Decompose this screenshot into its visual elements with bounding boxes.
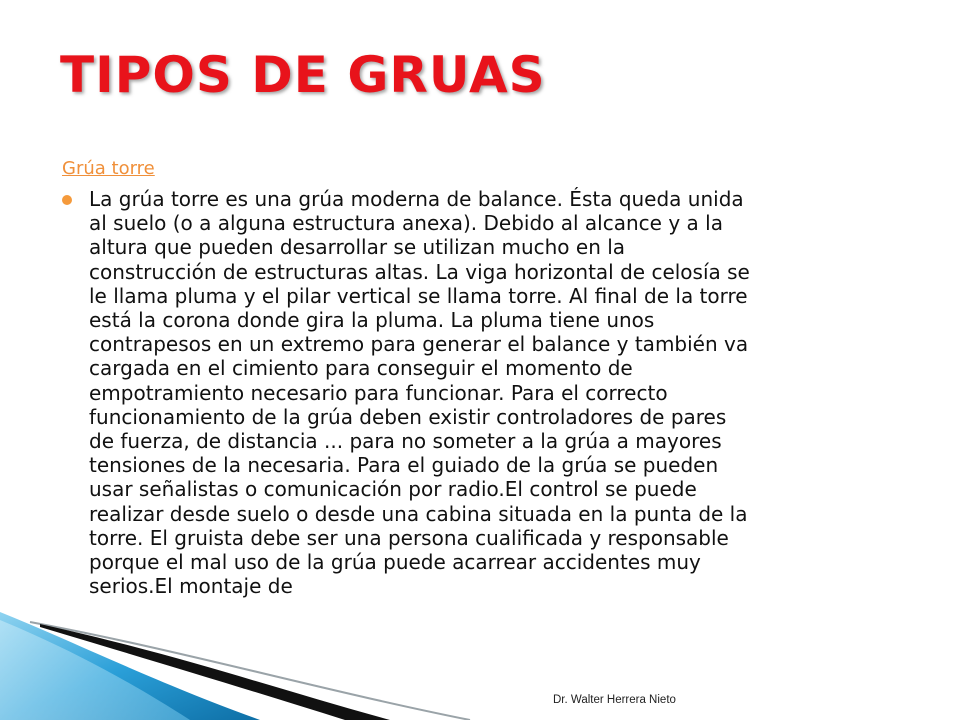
paragraph-line: torre. El gruista debe ser una persona cualificada y responsable	[89, 525, 729, 550]
paragraph-line: La grúa torre es una grúa moderna de balance. Ésta queda unida	[89, 187, 744, 211]
paragraph-line: está la corona donde gira la pluma. La pluma tiene unos	[89, 308, 655, 333]
paragraph-line: usar señalistas o comunicación por radio.El control se puede	[89, 477, 697, 502]
paragraph-line: al suelo (o a alguna estructura anexa). Debido al alcance y a la	[89, 211, 723, 236]
paragraph-line: serios.El montaje de	[89, 574, 293, 599]
subtitle-link-grua-torre[interactable]: Grúa torre	[62, 158, 155, 179]
slide-title: TIPOS DE GRUAS	[60, 46, 546, 104]
paragraph-line: de fuerza, de distancia ... para no someter a la grúa a mayores	[89, 429, 722, 454]
paragraph-line: funcionamiento de la grúa deben existir controladores de pares	[89, 404, 727, 429]
bullet-dot-icon	[62, 195, 72, 205]
paragraph-line: contrapesos en un extremo para generar el balance y también va	[89, 332, 749, 357]
paragraph-line: porque el mal uso de la grúa puede acarrear accidentes muy	[89, 550, 701, 575]
paragraph-line: tensiones de la necesaria. Para el guiado de la grúa se pueden	[89, 453, 719, 478]
paragraph-line: cargada en el cimiento para conseguir el momento de	[89, 356, 633, 381]
footer-author: Dr. Walter Herrera Nieto	[553, 694, 676, 706]
paragraph-line: realizar desde suelo o desde una cabina situada en la punta de la	[89, 501, 748, 526]
paragraph-line: le llama pluma y el pilar vertical se llama torre. Al final de la torre	[89, 283, 748, 308]
paragraph-line: altura que pueden desarrollar se utilizan mucho en la	[89, 235, 626, 260]
bullet-paragraph	[89, 187, 897, 598]
paragraph-line: construcción de estructuras altas. La viga horizontal de celosía se	[89, 259, 750, 284]
paragraph-line: empotramiento necesario para funcionar. Para el correcto	[89, 380, 668, 405]
